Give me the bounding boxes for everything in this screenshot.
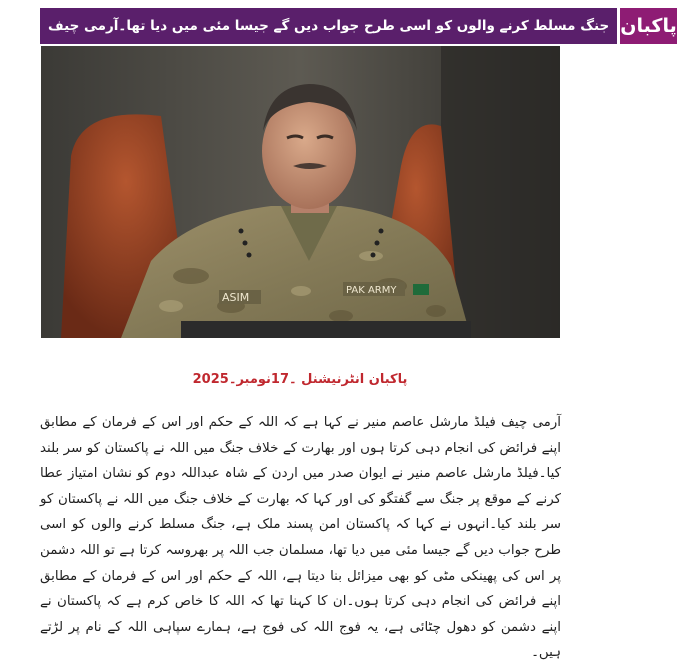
pak-army-badge: PAK ARMY [346, 285, 397, 296]
portrait-illustration [41, 46, 560, 338]
desk-microphone [181, 321, 471, 338]
article-photo [41, 46, 560, 338]
brand-text: پاکبان [620, 15, 677, 37]
brand-logo [617, 8, 676, 44]
name-tape: ASIM [222, 291, 250, 304]
headline-bar [40, 8, 617, 44]
flag-patch [413, 284, 429, 295]
header-banner [40, 8, 677, 44]
article-body: آرمی چیف فیلڈ مارشل عاصم منیر نے کہا ہے کہ اللہ کے حکم اور اس کے فرمان کے مطابق اپنے فرائض کی انجام دہی کرتا ہوں اور بھارت کے خلاف جنگ میں اللہ نے پاکستان کو سر بلند کیا۔فیلڈ مارشل عاصم منیر نے ایوان صدر میں اردن کے شاہ عبداللہ دوم کو نشان امتیاز عطا کرنے کے موقع پر جنگ سے گفتگو کی اور کہا کہ بھارت کے خلاف جنگ میں اللہ نے پاکستان کو سر بلند کیا۔انہوں نے کہا کہ پاکستان امن پسند ملک ہے، جنگ مسلط کرنے والوں کو اسی طرح جواب دیں گے جیسا مئی میں دیا تھا، مسلمان جب اللہ پر بھروسہ کرتا ہے تو اللہ دشمن پر اس کی پھینکی مٹی کو بھی میزائل بنا دیتا ہے، اللہ کے حکم اور اس کے فرمان کے مطابق اپنے فرائض کی انجام دہی کرتا ہوں۔ان کا کہنا تھا کہ اللہ کا خاص کرم ہے کہ پاکستان نے اپنے دشمن کو دھول چٹائی ہے، یہ فوج اللہ کی فوج ہے، ہمارے سپاہی اللہ کے نام پر لڑتے ہیں۔ [40, 415, 561, 661]
headline-text: جنگ مسلط کرنے والوں کو اسی طرح جواب دیں گے جیسا مئی میں دیا تھا۔آرمی چیف [48, 18, 610, 34]
dateline: پاکبان انٹرنیشنل ۔17نومبر۔2025 [192, 372, 408, 387]
